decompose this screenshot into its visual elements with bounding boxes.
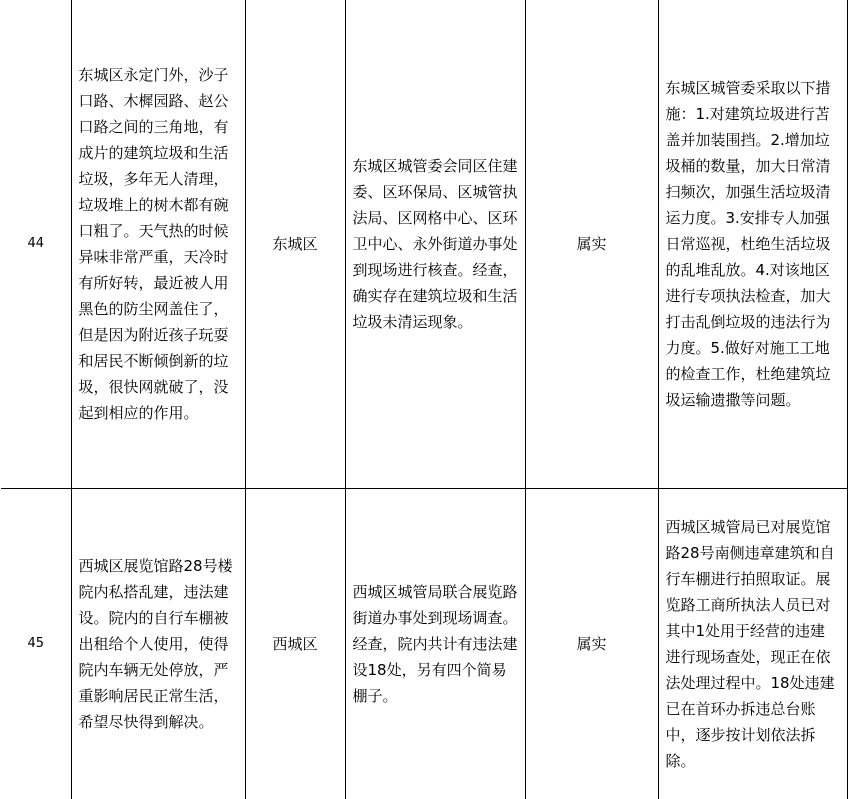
measures-cell [658,488,847,799]
row-number: 44 [1,0,71,488]
complaint-table [1,0,848,799]
complaint-text: 东城区永定门外，沙子口路、木樨园路、赵公口路之间的三角地，有成片的建筑垃圾和生活垃圾，多年无人清理，垃圾堆上的树木都有碗口粗了。天气热的时候异味非常严重，天冷时有所好转，最近被人用黑色的防尘网盖住了，但是因为附近孩子玩耍和居民不断倾倒新的垃圾，很快网就破了，没起到相应的作用。 [78,65,229,422]
investigation-text: 西城区城管局联合展览路街道办事处到现场调查。经查，院内共计有违法建设18处，另有四个简易棚子。 [352,582,518,705]
complaint-cell [71,488,245,799]
measures-text: 西城区城管局已对展览馆路28号南侧违章建筑和自行车棚进行拍照取证。展览路工商所执法人员已对其中1处用于经营的违建进行现场查处，现正在依法处理过程中。18处违建已在首环办拆违总台账中，逐步按计划依法拆除。 [665,517,835,770]
investigation-cell [345,488,525,799]
row-number: 45 [1,488,71,799]
complaint-text: 西城区展览馆路28号楼院内私搭乱建，违法建设。院内的自行车棚被出租给个人使用，使得院内车辆无处停放，严重影响居民正常生活，希望尽快得到解决。 [78,556,233,731]
complaint-cell [71,0,245,488]
verdict-cell: 属实 [525,0,658,488]
district-cell: 东城区 [245,0,345,488]
investigation-text: 东城区城管委会同区住建委、区环保局、区城管执法局、区网格中心、区环卫中心、永外街道办事处到现场进行核查。经查，确实存在建筑垃圾和生活垃圾未清运现象。 [352,156,518,331]
table-row [1,0,847,488]
investigation-cell [345,0,525,488]
verdict-cell: 属实 [525,488,658,799]
measures-text: 东城区城管委采取以下措施：1.对建筑垃圾进行苫盖并加装围挡。2.增加垃圾桶的数量，加大日常清扫频次，加强生活垃圾清运力度。3.安排专人加强日常巡视，杜绝生活垃圾的乱堆乱放。4.对该地区进行专项执法检查，加大打击乱倒垃圾的违法行为力度。5.做好对施工工地的检查工作，杜绝建筑垃圾运输遗撒等问题。 [665,78,831,409]
table-row [1,488,847,799]
district-cell: 西城区 [245,488,345,799]
measures-cell [658,0,847,488]
